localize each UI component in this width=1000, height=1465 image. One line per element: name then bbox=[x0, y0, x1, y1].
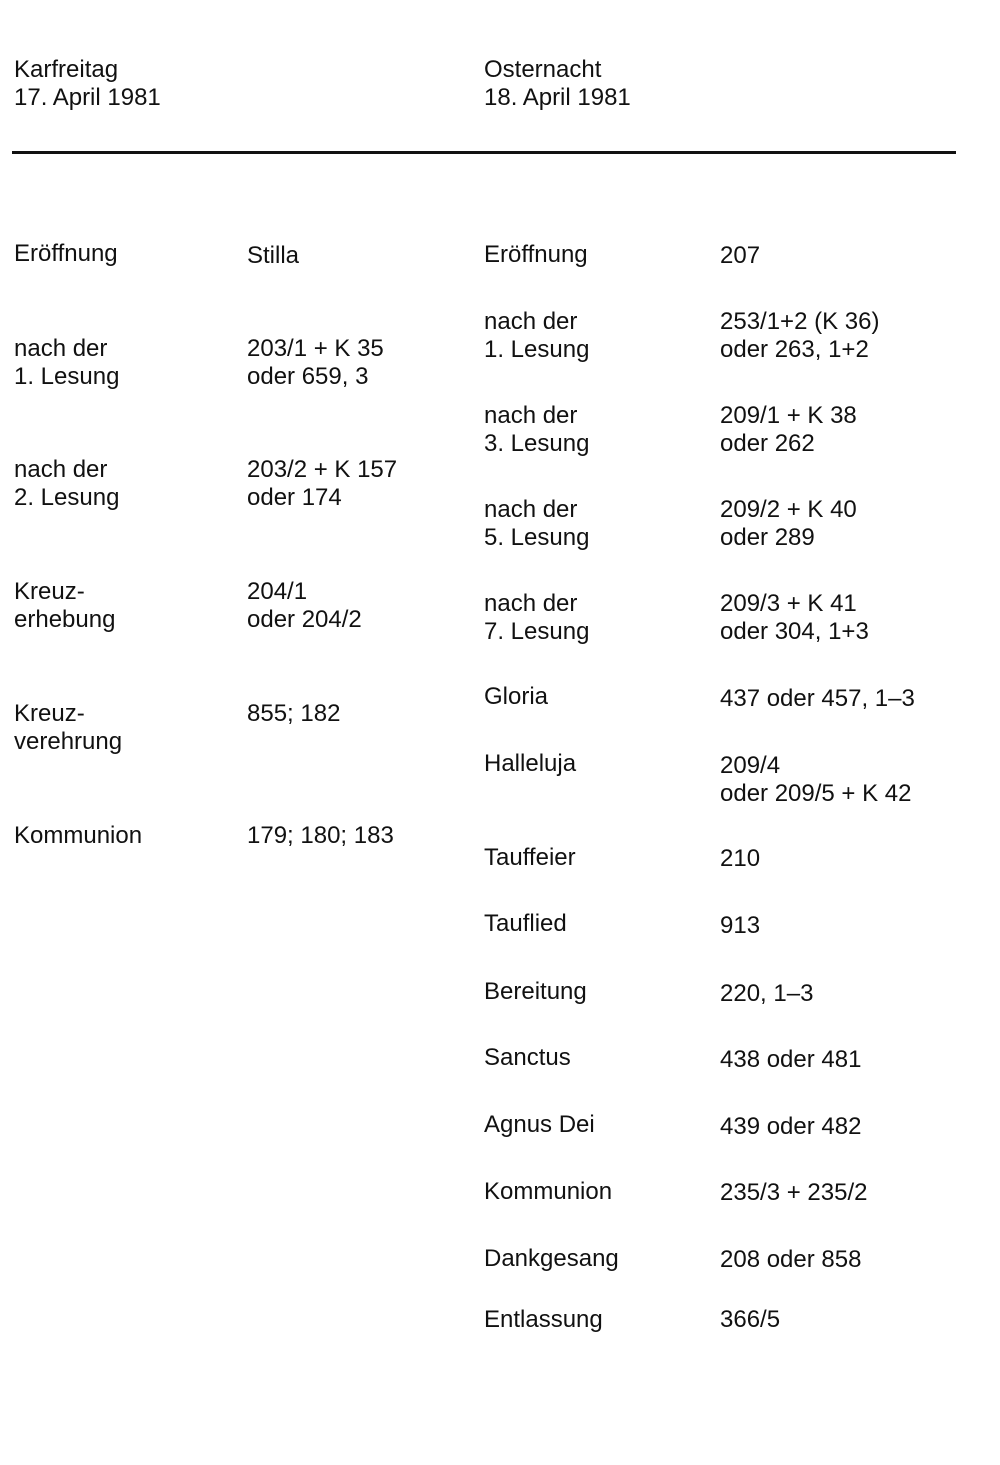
header-divider bbox=[12, 151, 956, 154]
row-value: 209/4 oder 209/5 + K 42 bbox=[720, 752, 912, 807]
row-label: Sanctus bbox=[484, 1044, 571, 1071]
row-label: Tauflied bbox=[484, 910, 567, 937]
header-date: 18. April 1981 bbox=[484, 84, 631, 111]
row-value: 179; 180; 183 bbox=[247, 822, 394, 849]
row-value: 855; 182 bbox=[247, 700, 341, 727]
row-label: Kommunion bbox=[484, 1178, 613, 1205]
row-value: 437 oder 457, 1–3 bbox=[720, 685, 915, 712]
row-label: Gloria bbox=[484, 683, 549, 710]
row-label: Bereitung bbox=[484, 978, 587, 1005]
header-day: Osternacht bbox=[484, 56, 602, 83]
row-label: Kommunion bbox=[14, 822, 143, 849]
row-value: 913 bbox=[720, 912, 761, 939]
row-value: 220, 1–3 bbox=[720, 980, 814, 1007]
row-value: 203/1 + K 35 oder 659, 3 bbox=[247, 335, 384, 390]
row-label: Eröffnung bbox=[14, 240, 118, 267]
row-value: 235/3 + 235/2 bbox=[720, 1179, 868, 1206]
row-value: Stilla bbox=[247, 242, 300, 269]
row-value: 208 oder 858 bbox=[720, 1246, 862, 1273]
row-label: nach der 5. Lesung bbox=[484, 496, 590, 551]
row-value: 203/2 + K 157 oder 174 bbox=[247, 456, 398, 511]
row-label: nach der 7. Lesung bbox=[484, 590, 590, 645]
row-label: Eröffnung bbox=[484, 241, 588, 268]
row-value: 209/2 + K 40 oder 289 bbox=[720, 496, 857, 551]
header-date: 17. April 1981 bbox=[14, 84, 161, 111]
header-day: Karfreitag bbox=[14, 56, 119, 83]
row-label: Kreuz- verehrung bbox=[14, 700, 123, 755]
row-label: Entlassung bbox=[484, 1306, 603, 1333]
row-value: 439 oder 482 bbox=[720, 1113, 862, 1140]
row-label: Kreuz- erhebung bbox=[14, 578, 116, 633]
row-label: Dankgesang bbox=[484, 1245, 619, 1272]
row-label: Halleluja bbox=[484, 750, 577, 777]
header-karfreitag bbox=[14, 56, 161, 112]
row-value: 204/1 oder 204/2 bbox=[247, 578, 362, 633]
row-value: 210 bbox=[720, 845, 761, 872]
row-value: 253/1+2 (K 36) oder 263, 1+2 bbox=[720, 308, 880, 363]
row-label: Agnus Dei bbox=[484, 1111, 595, 1138]
row-label: nach der 1. Lesung bbox=[14, 335, 120, 390]
row-label: Tauffeier bbox=[484, 844, 576, 871]
row-value: 209/3 + K 41 oder 304, 1+3 bbox=[720, 590, 869, 645]
row-label: nach der 3. Lesung bbox=[484, 402, 590, 457]
row-label: nach der 1. Lesung bbox=[484, 308, 590, 363]
row-value: 207 bbox=[720, 242, 761, 269]
row-value: 209/1 + K 38 oder 262 bbox=[720, 402, 857, 457]
row-label: nach der 2. Lesung bbox=[14, 456, 120, 511]
row-value: 366/5 bbox=[720, 1306, 781, 1333]
row-value: 438 oder 481 bbox=[720, 1046, 862, 1073]
header-osternacht bbox=[484, 56, 631, 112]
